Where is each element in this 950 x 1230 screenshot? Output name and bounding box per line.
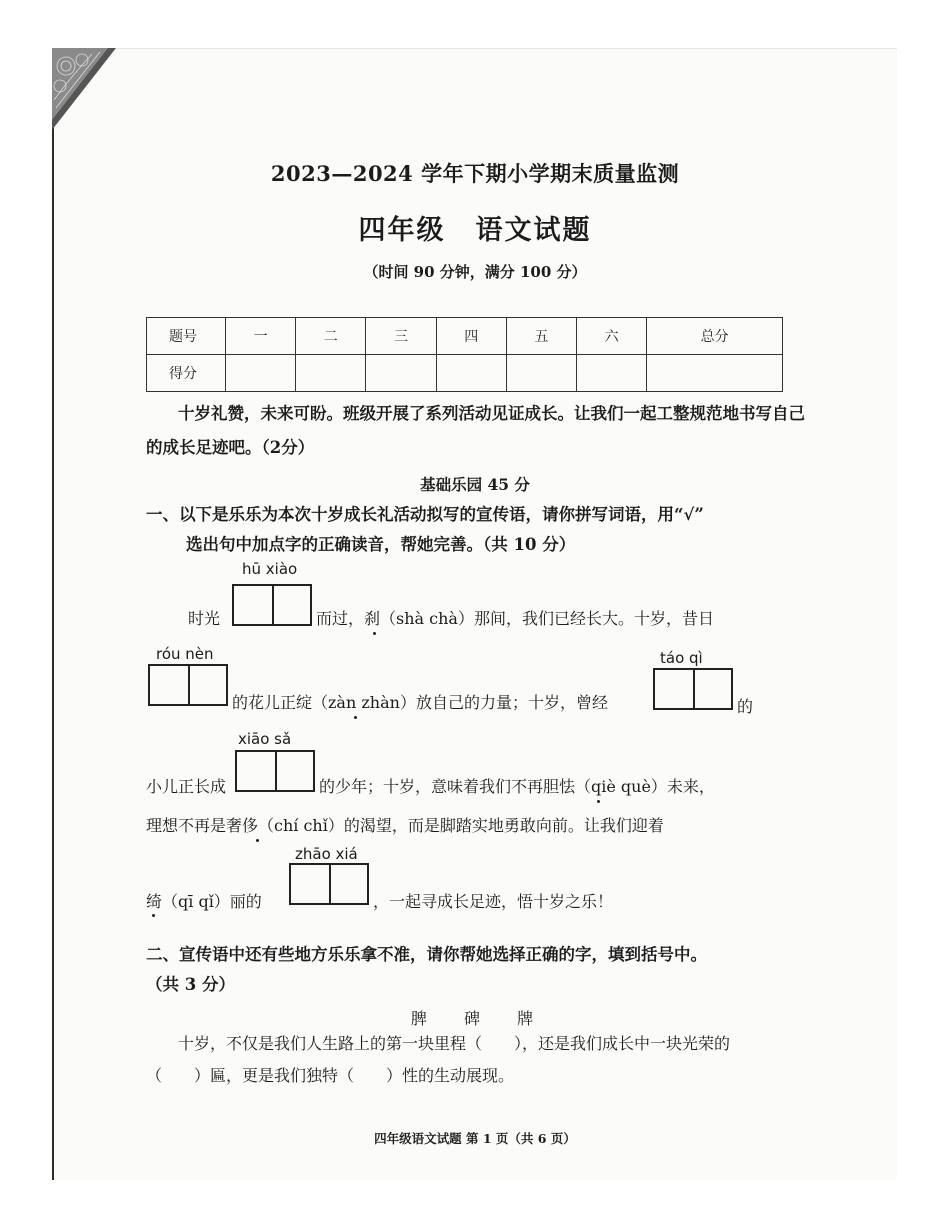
- score-cell[interactable]: [647, 355, 783, 392]
- lace-corner-ornament: [52, 48, 116, 130]
- passage-text: 而过，刹（shà chà）那间，我们已经长大。十岁，昔日: [316, 609, 714, 628]
- score-table-score-row: [147, 355, 783, 392]
- emphasis-dot: [597, 800, 600, 803]
- score-cell[interactable]: [577, 355, 647, 392]
- header-cell: 一: [226, 318, 296, 355]
- exam-title: 2023—2024 学年下期小学期末质量监测: [270, 161, 680, 186]
- question-1-line-2: 选出句中加点字的正确读音，帮她完善。（共 10 分）: [186, 535, 576, 554]
- question-2-line-2: （共 3 分）: [146, 975, 235, 994]
- emphasis-dot: [152, 914, 155, 917]
- score-label-cell: 得分: [147, 355, 226, 392]
- choice-char[interactable]: 牌: [517, 1009, 540, 1028]
- header-cell: 四: [436, 318, 506, 355]
- pinyin-xiao-sa: xiāo sǎ: [238, 730, 292, 748]
- pinyin-rou-nen: róu nèn: [156, 645, 214, 663]
- header-cell: 五: [506, 318, 576, 355]
- score-table-header-row: [147, 318, 783, 355]
- question-2-line-1: 二、宣传语中还有些地方乐乐拿不准，请你帮她选择正确的字，填到括号中。: [146, 945, 707, 964]
- subject-label: 语文试题: [475, 215, 592, 246]
- header-cell: 总分: [647, 318, 783, 355]
- question-2-passage: 十岁，不仅是我们人生路上的第一块里程（ ），还是我们成长中一块光荣的（ ）匾，更是我们独特（ ）性的生动展现。: [146, 1034, 731, 1085]
- intro-paragraph: 十岁礼赞，未来可盼。班级开展了系列活动见证成长。让我们一起工整规范地书写自己的成长足迹吧。（2分）: [146, 404, 805, 457]
- header-cell: 六: [577, 318, 647, 355]
- character-choices: [0, 1006, 950, 1029]
- score-cell[interactable]: [296, 355, 366, 392]
- exam-subtitle: [0, 208, 950, 247]
- choice-char[interactable]: 脾: [410, 1009, 433, 1028]
- score-table: [146, 317, 783, 392]
- pinyin-hu-xiao: hū xiào: [242, 560, 298, 578]
- answer-box-rou-nen[interactable]: [148, 664, 228, 706]
- pinyin-tao-qi: táo qì: [660, 649, 703, 667]
- question-1-line-1: 一、以下是乐乐为本次十岁成长礼活动拟写的宣传语，请你拼写词语，用“√”: [146, 505, 704, 524]
- passage-text: 小儿正长成: [146, 777, 227, 796]
- answer-box-zhao-xia[interactable]: [289, 863, 369, 905]
- header-cell: 题号: [147, 318, 226, 355]
- section-heading: 基础乐园 45 分: [420, 475, 530, 494]
- passage-text: 的少年；十岁，意味着我们不再胆怯（qiè què）未来，: [319, 777, 715, 796]
- pinyin-zhao-xia: zhāo xiá: [295, 845, 358, 863]
- page-footer: 四年级语文试题 第 1 页（共 6 页）: [374, 1131, 576, 1146]
- passage-text: 理想不再是奢侈（chí chǐ）的渴望，而是脚踏实地勇敢向前。让我们迎着: [146, 816, 664, 835]
- grade-label: 四年级: [358, 215, 446, 246]
- answer-box-tao-qi[interactable]: [653, 668, 733, 710]
- passage-text: 时光: [188, 609, 221, 628]
- choice-char[interactable]: 碑: [463, 1009, 486, 1028]
- emphasis-dot: [354, 716, 357, 719]
- score-cell[interactable]: [226, 355, 296, 392]
- answer-box-xiao-sa[interactable]: [235, 750, 315, 792]
- emphasis-dot: [373, 632, 376, 635]
- passage-text: 绮（qī qǐ）丽的: [146, 892, 262, 911]
- score-cell[interactable]: [436, 355, 506, 392]
- score-cell[interactable]: [506, 355, 576, 392]
- header-cell: 三: [366, 318, 436, 355]
- passage-text: 的: [737, 697, 754, 716]
- passage-text: ，一起寻成长足迹，悟十岁之乐！: [373, 892, 614, 911]
- score-cell[interactable]: [366, 355, 436, 392]
- time-info: （时间 90 分钟，满分 100 分）: [363, 263, 587, 281]
- emphasis-dot: [256, 839, 259, 842]
- answer-box-hu-xiao[interactable]: [232, 584, 312, 626]
- question-1-prompt: [146, 500, 796, 560]
- question-2-prompt: [146, 940, 796, 1000]
- header-cell: 二: [296, 318, 366, 355]
- passage-text: 的花儿正绽（zàn zhàn）放自己的力量；十岁，曾经: [232, 693, 608, 712]
